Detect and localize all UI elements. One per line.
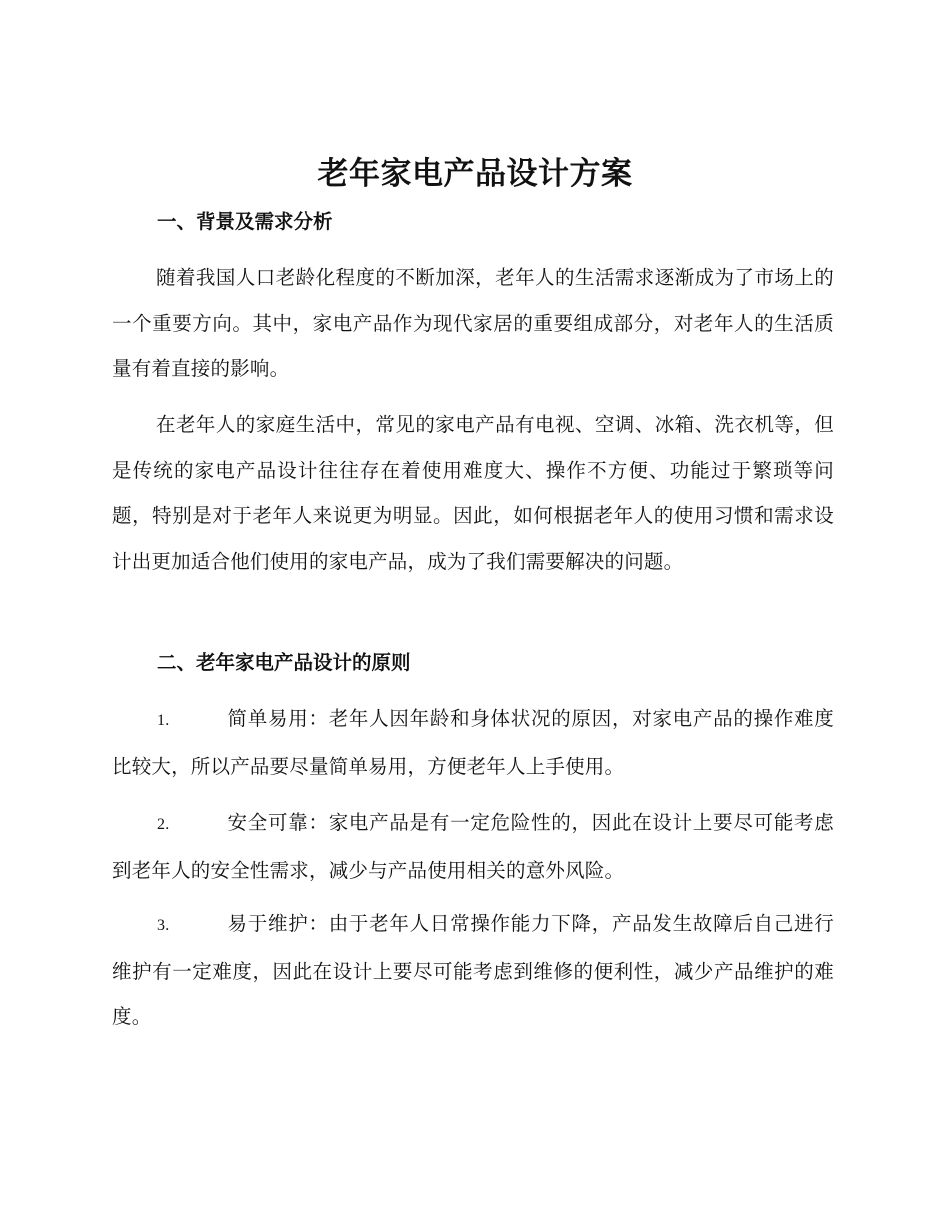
list-item-principle-1 bbox=[112, 696, 834, 789]
list-number: 3. bbox=[157, 917, 170, 934]
list-item-text: 易于维护：由于老年人日常操作能力下降，产品发生故障后自己进行维护有一定难度，因此在设计上要尽可能考虑到维修的便利性，减少产品维护的难度。 bbox=[112, 912, 834, 1028]
list-item-principle-3 bbox=[112, 901, 834, 1040]
list-number: 1. bbox=[157, 712, 170, 729]
document-title: 老年家电产品设计方案 bbox=[317, 156, 633, 192]
list-item-principle-2 bbox=[112, 800, 834, 893]
list-item-text: 简单易用：老年人因年龄和身体状况的原因，对家电产品的操作难度比较大，所以产品要尽量简单易用，方便老年人上手使用。 bbox=[112, 707, 834, 778]
paragraph-background-2: 在老年人的家庭生活中，常见的家电产品有电视、空调、冰箱、洗衣机等，但是传统的家电产品设计往往存在着使用难度大、操作不方便、功能过于繁琐等问题，特别是对于老年人来说更为明显。因此，如何根据老年人的使用习惯和需求设计出更加适合他们使用的家电产品，成为了我们需要解决的问题。 bbox=[112, 413, 834, 573]
section-heading-background: 一、背景及需求分析 bbox=[157, 210, 333, 233]
section-heading-principles: 二、老年家电产品设计的原则 bbox=[157, 651, 411, 674]
list-item-text: 安全可靠：家电产品是有一定危险性的，因此在设计上要尽可能考虑到老年人的安全性需求，减少与产品使用相关的意外风险。 bbox=[112, 811, 834, 882]
paragraph-background-1: 随着我国人口老龄化程度的不断加深，老年人的生活需求逐渐成为了市场上的一个重要方向。其中，家电产品作为现代家居的重要组成部分，对老年人的生活质量有着直接的影响。 bbox=[112, 266, 834, 380]
list-number: 2. bbox=[157, 816, 170, 833]
